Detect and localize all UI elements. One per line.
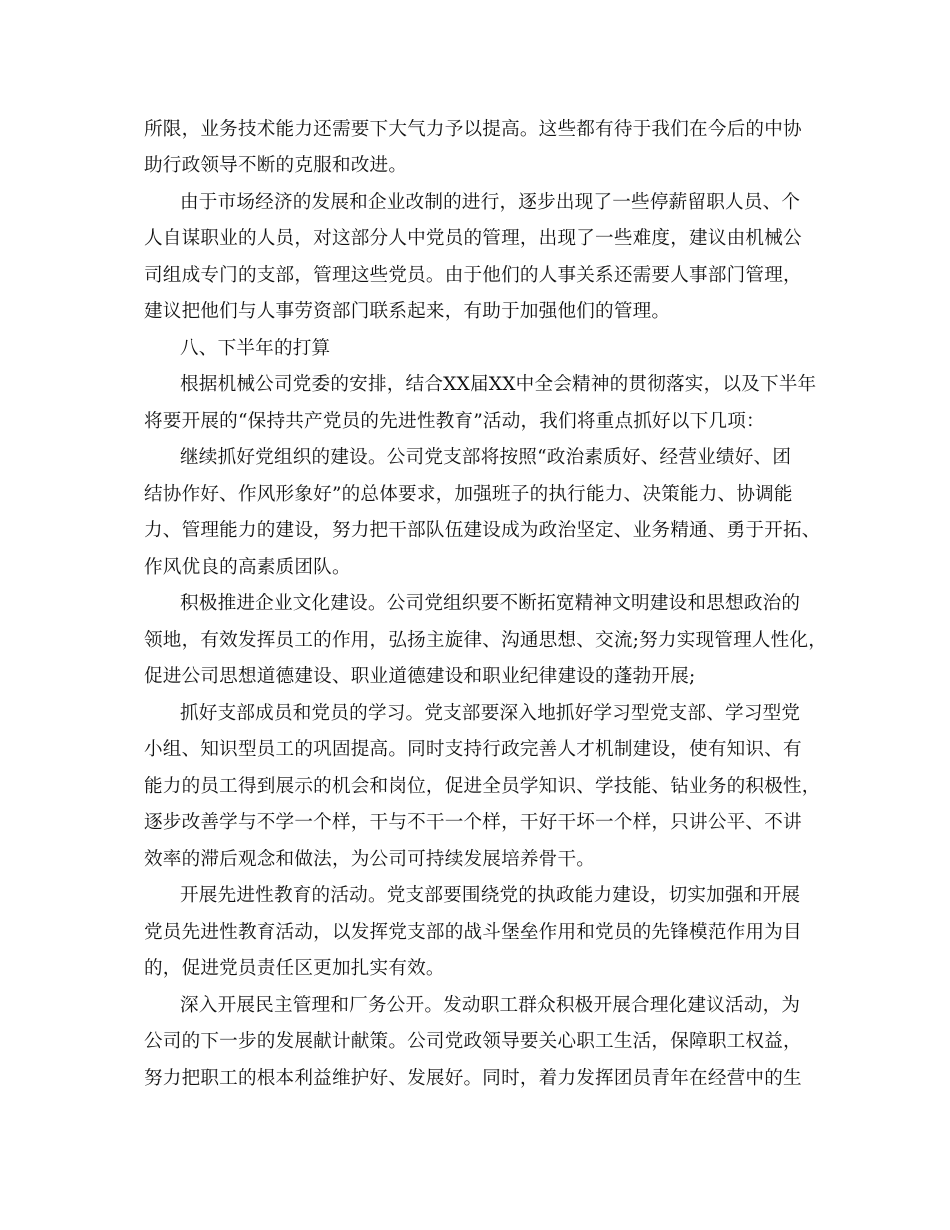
paragraph-start-line: 开展先进性教育的活动。党支部要围绕党的执政能力建设，切实加强和开展 [180, 885, 801, 906]
text-line: 助行政领导不断的克服和改进。 [144, 155, 408, 176]
text-line: 逐步改善学与不学一个样，干与不干一个样，干好干坏一个样，只讲公平、不讲 [144, 812, 802, 833]
text-line: 结协作好、作风形象好”的总体要求，加强班子的执行能力、决策能力、协调能 [144, 484, 793, 505]
text-line: 建议把他们与人事劳资部门联系起来，有助于加强他们的管理。 [144, 301, 671, 322]
text-line: 人自谋职业的人员，对这部分人中党员的管理，出现了一些难度，建议由机械公 [144, 228, 802, 249]
text-line: 努力把职工的根本利益维护好、发展好。同时，着力发挥团员青年在经营中的生 [144, 1068, 802, 1089]
paragraph-start-line: 继续抓好党组织的建设。公司党支部将按照“政治素质好、经营业绩好、团 [180, 447, 792, 468]
text-line: 所限，业务技术能力还需要下大气力予以提高。这些都有待于我们在今后的中协 [144, 119, 802, 140]
text-line: 党员先进性教育活动，以发挥党支部的战斗堡垒作用和党员的先锋模范作用为目 [144, 922, 802, 943]
text-line: 将要开展的“保持共产党员的先进性教育”活动，我们将重点抓好以下几项： [144, 411, 765, 432]
text-line: 的，促进党员责任区更加扎实有效。 [144, 958, 445, 979]
text-line: 力、管理能力的建设，努力把干部队伍建设成为政治坚定、业务精通、勇于开拓、 [144, 520, 821, 541]
text-line: 能力的员工得到展示的机会和岗位，促进全员学知识、学技能、钻业务的积极性， [144, 776, 821, 797]
paragraph-start-line: 根据机械公司党委的安排，结合XX届XX中全会精神的贯彻落实，以及下半年 [180, 374, 817, 395]
text-line: 小组、知识型员工的巩固提高。同时支持行政完善人才机制建设，使有知识、有 [144, 739, 802, 760]
text-line: 司组成专门的支部，管理这些党员。由于他们的人事关系还需要人事部门管理， [144, 265, 802, 286]
paragraph-start-line: 抓好支部成员和党员的学习。党支部要深入地抓好学习型党支部、学习型党 [180, 703, 801, 724]
text-line: 效率的滞后观念和做法，为公司可持续发展培养骨干。 [144, 849, 596, 870]
section-heading: 八、下半年的打算 [180, 338, 331, 359]
text-line: 作风优良的高素质团队。 [144, 557, 351, 578]
text-line: 公司的下一步的发展献计献策。公司党政领导要关心职工生活，保障职工权益， [144, 1031, 802, 1052]
text-line: 促进公司思想道德建设、职业道德建设和职业纪律建设的蓬勃开展; [144, 666, 696, 687]
paragraph-start-line: 深入开展民主管理和厂务公开。发动职工群众积极开展合理化建议活动，为 [180, 995, 801, 1016]
paragraph-start-line: 由于市场经济的发展和企业改制的进行，逐步出现了一些停薪留职人员、个 [180, 192, 801, 213]
paragraph-start-line: 积极推进企业文化建设。公司党组织要不断拓宽精神文明建设和思想政治的 [180, 593, 801, 614]
text-line: 领地，有效发挥员工的作用，弘扬主旋律、沟通思想、交流;努力实现管理人性化， [144, 630, 828, 651]
